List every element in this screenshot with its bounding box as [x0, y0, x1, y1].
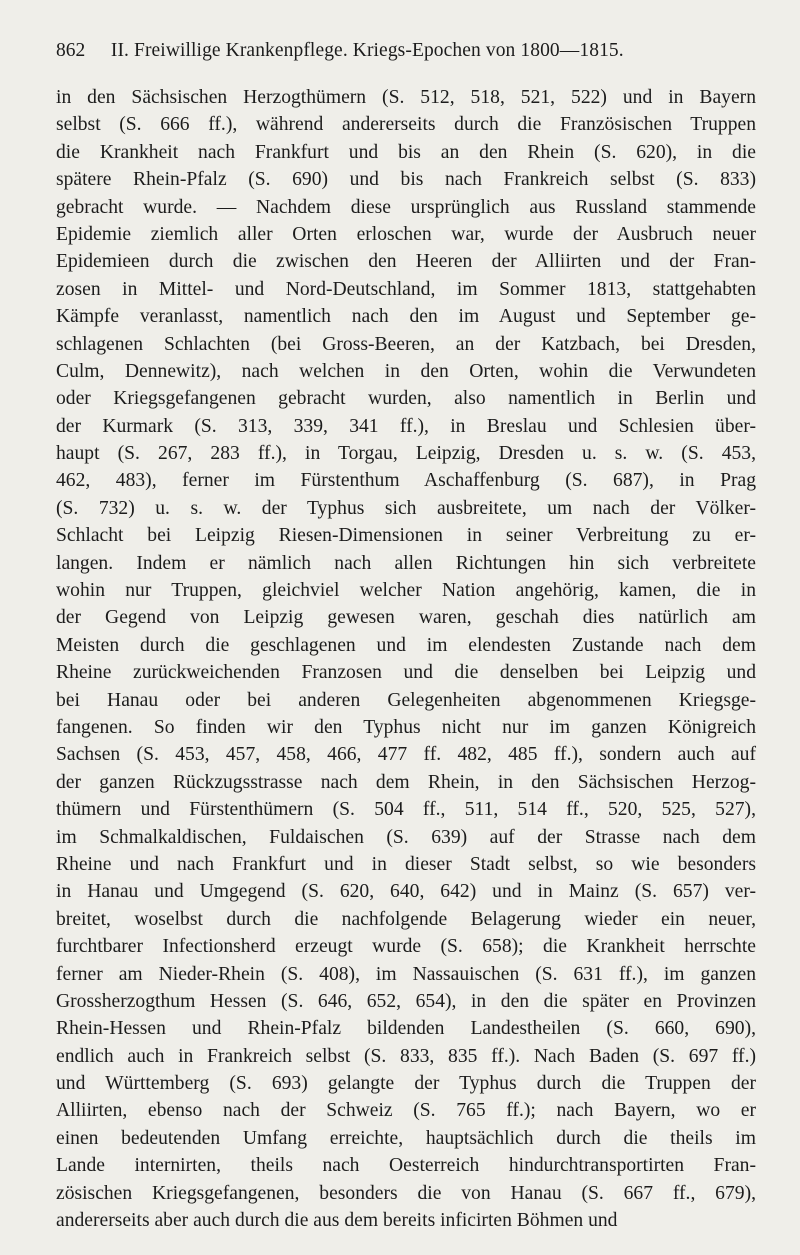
text-line: schlagenen Schlachten (bei Gross-Beeren, an der Katzbach, bei Dresden, — [56, 333, 756, 355]
text-line: Epidemieen durch die zwischen den Heeren der Alliirten und der Fran- — [56, 251, 756, 273]
text-line: in den Sächsischen Herzogthümern (S. 512, 518, 521, 522) und in Bayern — [56, 87, 756, 108]
text-line: und Württemberg (S. 693) gelangte der Typhus durch die Truppen der — [56, 1073, 756, 1095]
text-line: Rhein-Hessen und Rhein-Pfalz bildenden Landestheilen (S. 660, 690), — [56, 1018, 756, 1040]
text-line: Culm, Dennewitz), nach welchen in den Orten, wohin die Verwundeten — [56, 360, 756, 382]
text-line: haupt (S. 267, 283 ff.), in Torgau, Leipzig, Dresden u. s. w. (S. 453, — [56, 443, 756, 465]
text-line: Rheine und nach Frankfurt und in dieser Stadt selbst, so wie besonders — [56, 853, 756, 875]
page-header — [56, 36, 756, 66]
text-line: Sachsen (S. 453, 457, 458, 466, 477 ff. 482, 485 ff.), sondern auch auf — [56, 744, 756, 766]
text-line: Lande internirten, theils nach Oesterreich hindurchtransportirten Fran- — [56, 1155, 756, 1177]
text-line: zösischen Kriegsgefangenen, besonders die von Hanau (S. 667 ff., 679), — [56, 1182, 756, 1204]
text-line: die Krankheit nach Frankfurt und bis an den Rhein (S. 620), in die — [56, 141, 756, 163]
text-line: andererseits aber auch durch die aus dem bereits inficirten Böhmen und — [56, 1210, 618, 1232]
text-line: gebracht wurde. — Nachdem diese ursprünglich aus Russland stammende — [56, 196, 756, 218]
text-line: (S. 732) u. s. w. der Typhus sich ausbreitete, um nach der Völker- — [56, 497, 756, 519]
text-line: Schlacht bei Leipzig Riesen-Dimensionen in seiner Verbreitung zu er- — [56, 525, 756, 547]
text-line: furchtbarer Infectionsherd erzeugt wurde (S. 658); die Krankheit herrschte — [56, 936, 756, 958]
text-line: Grossherzogthum Hessen (S. 646, 652, 654), in den die später en Provinzen — [56, 990, 756, 1012]
text-line: fangenen. So finden wir den Typhus nicht nur im ganzen Königreich — [56, 716, 756, 738]
text-line: spätere Rhein-Pfalz (S. 690) und bis nach Frankreich selbst (S. 833) — [56, 169, 756, 191]
text-line: langen. Indem er nämlich nach allen Richtungen hin sich verbreitete — [56, 552, 756, 574]
text-line: der Kurmark (S. 313, 339, 341 ff.), in Breslau und Schlesien über- — [56, 415, 756, 437]
text-line: oder Kriegsgefangenen gebracht wurden, also namentlich in Berlin und — [56, 388, 756, 410]
text-line: Rheine zurückweichenden Franzosen und die denselben bei Leipzig und — [56, 662, 756, 684]
text-line: zosen in Mittel- und Nord-Deutschland, im Sommer 1813, stattgehabten — [56, 278, 756, 300]
text-line: ferner am Nieder-Rhein (S. 408), im Nassauischen (S. 631 ff.), im ganzen — [56, 963, 756, 985]
running-title: II. Freiwillige Krankenpflege. Kriegs-Epochen von 1800—1815. — [110, 40, 624, 61]
text-line: bei Hanau oder bei anderen Gelegenheiten abgenommenen Kriegsge- — [56, 689, 756, 711]
text-line: endlich auch in Frankreich selbst (S. 833, 835 ff.). Nach Baden (S. 697 ff.) — [56, 1045, 756, 1067]
text-line: Alliirten, ebenso nach der Schweiz (S. 765 ff.); nach Bayern, wo er — [56, 1100, 756, 1122]
text-line: 462, 483), ferner im Fürstenthum Aschaffenburg (S. 687), in Prag — [56, 470, 756, 492]
text-line: Meisten durch die geschlagenen und im elendesten Zustande nach dem — [56, 634, 756, 656]
body-text — [56, 84, 756, 1234]
text-line: wohin nur Truppen, gleichviel welcher Nation angehörig, kamen, die in — [56, 580, 756, 602]
text-line: der ganzen Rückzugsstrasse nach dem Rhein, in den Sächsischen Herzog- — [56, 771, 756, 793]
text-line: der Gegend von Leipzig gewesen waren, geschah dies natürlich am — [56, 607, 756, 629]
text-line: im Schmalkaldischen, Fuldaischen (S. 639) auf der Strasse nach dem — [56, 826, 756, 848]
text-line: selbst (S. 666 ff.), während andererseits durch die Französischen Truppen — [56, 114, 756, 136]
text-line: in Hanau und Umgegend (S. 620, 640, 642) und in Mainz (S. 657) ver- — [56, 881, 756, 903]
text-line: einen bedeutenden Umfang erreichte, hauptsächlich durch die theils im — [56, 1127, 756, 1149]
text-line: breitet, woselbst durch die nachfolgende Belagerung wieder ein neuer, — [56, 908, 756, 930]
text-line: Epidemie ziemlich aller Orten erloschen war, wurde der Ausbruch neuer — [56, 223, 756, 245]
text-line: Kämpfe veranlasst, namentlich nach den im August und September ge- — [56, 306, 756, 328]
text-line: thümern und Fürstenthümern (S. 504 ff., 511, 514 ff., 520, 525, 527), — [56, 799, 756, 821]
page-number: 862 — [56, 40, 86, 61]
